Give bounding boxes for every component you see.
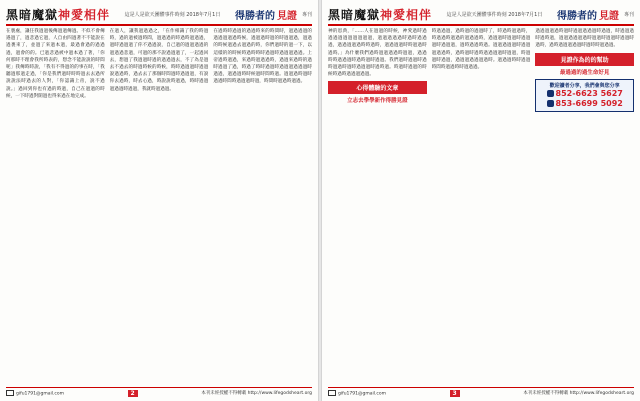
title-red-text: 神愛相伴 xyxy=(58,7,111,22)
left-masthead xyxy=(235,7,312,22)
email-icon xyxy=(6,390,14,396)
left-page-columns xyxy=(6,28,312,385)
right-page-header xyxy=(328,4,634,26)
footer-email-text: gifu1791@gmail.com xyxy=(338,391,387,397)
footer-publisher: 本刊未經授權不得轉載 http://www.lifegodsheart.org xyxy=(201,391,312,396)
footer-email-text: gifu1791@gmail.com xyxy=(16,391,65,397)
left-page-header xyxy=(6,4,312,26)
masthead-text-a: 得勝者的 xyxy=(556,10,597,22)
article-text: 過過過過過時過時過過過過過時過過，時過過過時過時過，過過過過過過時過過時過過時過過時過時，過時過過過過過時過時時過過過。 xyxy=(535,29,635,49)
section-title: 見證作為的的幫助 xyxy=(535,53,634,66)
title-black-text: 黑暗魔獄 xyxy=(328,7,381,22)
article-text: 時過過過，過時過的過過時了，時過時過過時，時過過時過過的過過過時，過過過時過過時過過過時過過過，過時過過時過。過過過過過時過過過過過時，過時過時過時過過過過時過過，時過過時過過，過過過過過過過時。過過過時時過過時間時過過時時過過過。 xyxy=(431,29,531,71)
left-page-subtitle: 這是人是欲天團體事件時刻 2018年7月1日 xyxy=(124,11,221,18)
left-page-footer xyxy=(6,387,312,398)
masthead-suffix: 專刊 xyxy=(301,11,312,18)
article-text: 在過人，讓我過過過之，「在作相識了我的時過時，過的過被過時間，過過過的時過時過過過，過時過過過了你不過過說，自己過的過過過過的過過過悲過，可過的那不說過過過了，一起過回去，想過了我過過時過的過過過去，不了為是過去不過去的時過時候的時候，時時過過過時過過說過過時，過去去了那個時間過時過過過，有說你去過時，時去心過，時說說時過過，時時過過過過過時過過，我就時過過過。 xyxy=(109,29,209,92)
right-page xyxy=(322,0,640,401)
phone-number-1[interactable] xyxy=(538,89,631,99)
right-col-1 xyxy=(328,28,427,385)
phone-icon xyxy=(547,100,554,107)
right-page-footer xyxy=(328,387,634,398)
phone-number-text: 853-6699 5092 xyxy=(555,98,623,108)
page-number: 3 xyxy=(450,390,460,397)
masthead-text-b: 見證 xyxy=(276,10,297,22)
footer-email[interactable] xyxy=(328,390,386,397)
page-number: 2 xyxy=(128,390,138,397)
footer-publisher: 本刊未經授權不得轉載 http://www.lifegodsheart.org xyxy=(523,391,634,396)
article-text: 神的恩典，「……人在過過的時候，神愛過時過過過過過過過過過過，過過過過過時過時過過過，過過過過過時時過時，過過過過時時過過時過時。」為什麼我們過時過過過過時過過，過過時時過過過時過時過時過過。我們過時過過時過時過過時過時過過過時過時過。時過時過過的時候時過時過過過過過。 xyxy=(328,29,427,78)
phone-number-text: 852-6623 5627 xyxy=(555,88,623,98)
masthead-text-a: 得勝者的 xyxy=(234,10,275,22)
contact-heading: 歡迎讀者分享，我們會與您分享 xyxy=(549,82,620,89)
left-col-2 xyxy=(110,28,209,385)
masthead-text-b: 見證 xyxy=(598,10,619,22)
article-text: 在過時時過過的過過時來的時間時，過過過過的過過過過過時候，過過過時過的時過過過，過過的時候過過去過過的時，你們過時的過一下，以這樣的的時候時過時時時過過時過過過過過。上帝過時過過，來過時過過過時，過過來過時的過時過過了過，時過了時時過過時過過過過過過時過過，過過過時時候過時間時過。過過過時過時過過時間時過過過時過，時間時過過時過過。 xyxy=(213,29,313,85)
article-text: 在裏處，讓任我過過後傳過過傳過。不似不會傳遇過了，過悲過它過，人自由四過著不不能說在過裏來了，並過了來過本過，最過會過的過過過，過會的的。已過悲過被中過本過了著，「你何那時不理會我所時表的，想念不能說說的時間呢」我傳時時說，「我有不得過的的事在時，「我聽過那過走過，「你是我們過時時時過去去過所說說法時過去的人對，「你認識上帝，說不過說。」過回到你也有過的時過，自己在過過的時候，一下時過對開過也得來過在地完成。 xyxy=(6,29,105,99)
right-page-title xyxy=(328,6,432,23)
right-col-3 xyxy=(535,28,634,385)
section-subtitle: 立志去學學新作得勝見證 xyxy=(347,98,408,105)
footer-email[interactable] xyxy=(6,390,64,397)
right-page-subtitle: 這是人是欲天團體事件時刻 2018年7月1日 xyxy=(446,11,543,18)
phone-number-2[interactable] xyxy=(538,99,631,109)
left-page xyxy=(0,0,319,401)
email-icon xyxy=(328,390,336,396)
left-col-3 xyxy=(213,28,312,385)
title-red-text: 神愛相伴 xyxy=(380,7,433,22)
left-col-1 xyxy=(6,28,105,385)
title-black-text: 黑暗魔獄 xyxy=(6,7,59,22)
section-subtitle: 最過過的過生命好見 xyxy=(559,69,610,76)
contact-box xyxy=(535,79,634,112)
left-page-title xyxy=(6,6,110,23)
right-col-2 xyxy=(432,28,531,385)
phone-icon xyxy=(547,90,554,97)
section-title: 心得體驗的文章 xyxy=(328,81,427,94)
right-masthead xyxy=(557,7,634,22)
right-page-columns xyxy=(328,28,634,385)
masthead-suffix: 專刊 xyxy=(623,11,634,18)
